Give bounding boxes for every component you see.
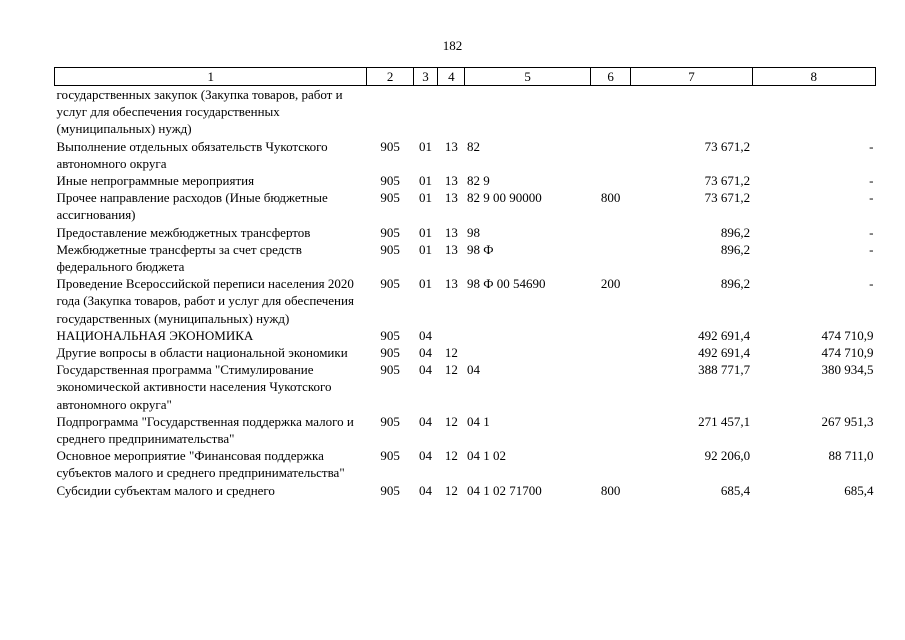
expense-type (590, 224, 630, 241)
target-article: 04 (466, 362, 480, 378)
amount-col7: 896,2 (720, 224, 751, 240)
amount-col8: - (869, 190, 874, 206)
subsection-code: 12 (444, 413, 458, 429)
expense-type (590, 241, 630, 275)
expense-name: Межбюджетные трансферты за счет средств федерального бюджета (56, 241, 302, 275)
expense-name: Другие вопросы в области национальной экономики (56, 345, 348, 361)
target-article: 04 1 (466, 413, 490, 429)
expense-name: Иные непрограммные мероприятия (56, 173, 255, 189)
admin-code: 905 (380, 224, 400, 240)
column-header-6: 6 (590, 68, 630, 86)
table-row (55, 361, 876, 413)
section-code (413, 86, 437, 138)
expense-type (590, 327, 630, 344)
expense-name: Предоставление межбюджетных трансфертов (56, 224, 311, 240)
amount-col7: 92 206,0 (704, 448, 751, 464)
amount-col7: 896,2 (720, 276, 751, 292)
expense-type: 800 (600, 190, 621, 206)
amount-col8: 267 951,3 (821, 413, 874, 429)
amount-col8: - (869, 241, 874, 257)
amount-col7: 73 671,2 (704, 190, 751, 206)
column-header-1: 1 (55, 68, 367, 86)
admin-code (367, 86, 414, 138)
table-row (55, 172, 876, 189)
expense-name: Выполнение отдельных обязательств Чукотского автономного округа (56, 138, 328, 171)
table-row (55, 275, 876, 327)
section-code: 04 (419, 362, 433, 378)
target-article: 82 (466, 138, 480, 154)
subsection-code: 12 (444, 448, 458, 464)
table-row (55, 447, 876, 481)
target-article: 98 (466, 224, 480, 240)
expense-name: государственных закупок (Закупка товаров, работ и услуг для обеспечения государственных (муниципальных) нужд) (56, 87, 343, 137)
table-row (55, 86, 876, 138)
admin-code: 905 (380, 345, 400, 361)
target-article (465, 327, 590, 344)
section-code: 01 (419, 138, 433, 154)
column-header-2: 2 (367, 68, 414, 86)
admin-code: 905 (380, 362, 400, 378)
expense-name: Подпрограмма "Государственная поддержка малого и среднего предпринимательства" (56, 413, 354, 447)
amount-col7: 492 691,4 (698, 345, 751, 361)
expense-type (590, 344, 630, 361)
header-row (55, 68, 876, 86)
table-row (55, 482, 876, 499)
expense-name: Государственная программа "Стимулирование экономической активности населения Чукотского автономного округа" (56, 362, 332, 412)
table-row (55, 413, 876, 447)
amount-col8: 474 710,9 (821, 327, 874, 343)
column-header-4: 4 (438, 68, 465, 86)
subsection-code: 13 (444, 190, 458, 206)
subsection-code (438, 327, 465, 344)
amount-col8: - (869, 173, 874, 189)
column-header-5: 5 (465, 68, 590, 86)
expense-type (590, 86, 630, 138)
expense-name: Прочее направление расходов (Иные бюджетные ассигнования) (56, 190, 328, 223)
section-code: 01 (419, 276, 433, 292)
amount-col7: 271 457,1 (698, 413, 751, 429)
admin-code: 905 (380, 190, 400, 206)
amount-col8: 88 711,0 (828, 448, 874, 464)
admin-code: 905 (380, 276, 400, 292)
table-row (55, 327, 876, 344)
expense-name: Основное мероприятие "Финансовая поддержка субъектов малого и среднего предпринимательства" (56, 448, 345, 481)
admin-code: 905 (380, 138, 400, 154)
section-code: 01 (419, 241, 433, 257)
admin-code: 905 (380, 482, 400, 498)
section-code: 01 (419, 173, 433, 189)
amount-col8: 685,4 (844, 482, 874, 498)
admin-code: 905 (380, 241, 400, 257)
section-code: 01 (419, 190, 433, 206)
subsection-code: 12 (444, 345, 458, 361)
expense-type (590, 413, 630, 447)
admin-code: 905 (380, 173, 400, 189)
column-header-7: 7 (631, 68, 752, 86)
subsection-code: 12 (444, 362, 458, 378)
expense-type (590, 361, 630, 413)
target-article: 98 Ф (466, 241, 494, 257)
subsection-code: 13 (444, 138, 458, 154)
section-code: 04 (419, 482, 433, 498)
admin-code: 905 (380, 327, 400, 343)
target-article (465, 86, 590, 138)
target-article: 82 9 (466, 173, 490, 189)
amount-col7: 73 671,2 (704, 138, 751, 154)
section-code: 04 (419, 327, 433, 343)
admin-code: 905 (380, 413, 400, 429)
section-code: 04 (419, 413, 433, 429)
expense-type: 800 (600, 482, 621, 498)
expense-type (590, 447, 630, 481)
column-header-3: 3 (413, 68, 437, 86)
expense-type (590, 138, 630, 172)
table-row (55, 189, 876, 223)
amount-col7: 492 691,4 (698, 327, 751, 343)
subsection-code: 13 (444, 173, 458, 189)
target-article: 04 1 02 71700 (466, 482, 542, 498)
table-row (55, 344, 876, 361)
target-article (465, 344, 590, 361)
subsection-code: 13 (444, 241, 458, 257)
expense-type (590, 172, 630, 189)
target-article: 98 Ф 00 54690 (466, 276, 546, 292)
amount-col7 (631, 86, 752, 138)
section-code: 04 (419, 448, 433, 464)
amount-col8: 474 710,9 (821, 345, 874, 361)
table-row (55, 241, 876, 275)
subsection-code (438, 86, 465, 138)
admin-code: 905 (380, 448, 400, 464)
budget-table (54, 67, 876, 499)
amount-col8: 380 934,5 (821, 362, 874, 378)
column-header-8: 8 (752, 68, 875, 86)
amount-col7: 388 771,7 (698, 362, 751, 378)
amount-col7: 896,2 (720, 241, 751, 257)
target-article: 82 9 00 90000 (466, 190, 542, 206)
target-article: 04 1 02 (466, 448, 506, 464)
amount-col8: - (869, 276, 874, 292)
section-code: 01 (419, 224, 433, 240)
expense-name: НАЦИОНАЛЬНАЯ ЭКОНОМИКА (56, 327, 254, 343)
subsection-code: 12 (444, 482, 458, 498)
amount-col8: - (869, 138, 874, 154)
expense-name: Проведение Всероссийской переписи населения 2020 года (Закупка товаров, работ и услуг для обеспечения государственных (муниципальных) нужд) (56, 276, 354, 326)
expense-type: 200 (600, 276, 621, 292)
section-code: 04 (419, 345, 433, 361)
expense-name: Субсидии субъектам малого и среднего (56, 482, 275, 498)
amount-col7: 685,4 (720, 482, 751, 498)
amount-col7: 73 671,2 (704, 173, 751, 189)
table-row (55, 224, 876, 241)
subsection-code: 13 (444, 224, 458, 240)
subsection-code: 13 (444, 276, 458, 292)
page-number: 182 (442, 38, 463, 53)
amount-col8: - (869, 224, 874, 240)
amount-col8 (752, 86, 875, 138)
table-row (55, 138, 876, 172)
